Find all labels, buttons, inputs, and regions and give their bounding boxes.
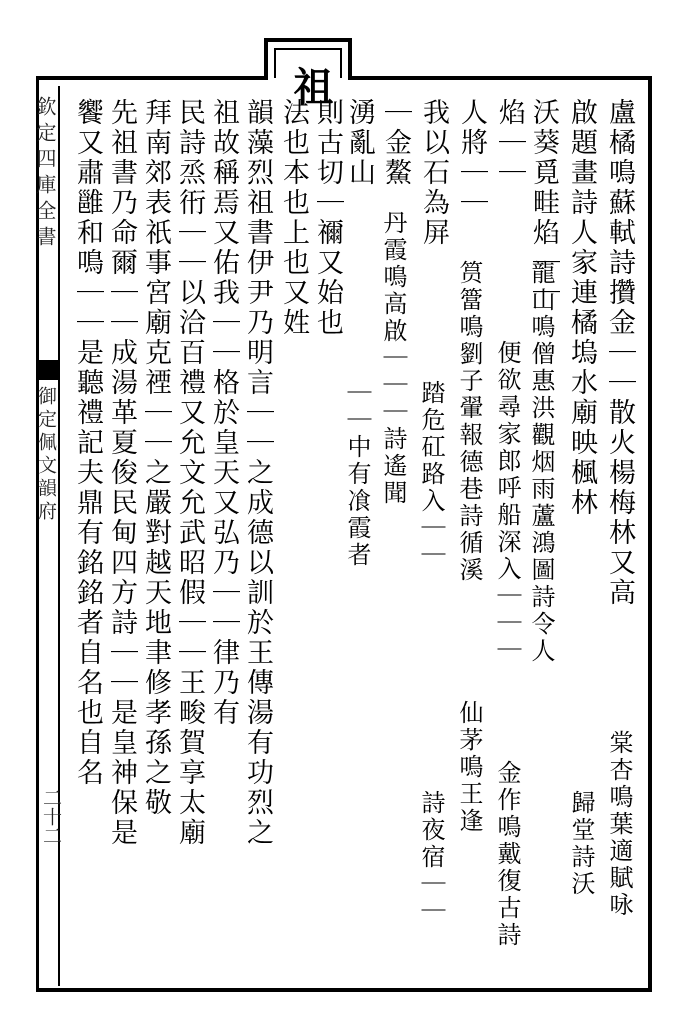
- margin-collection-title: 欽定四庫全書: [33, 96, 57, 252]
- text-column-7: ｜金鰲: [380, 98, 411, 188]
- entry-longshan: 龍山鳴僧惠洪觀烟雨蘆鴻圖詩令人: [527, 260, 555, 665]
- entry-yundang: 筼簹鳴劉子翬報德巷詩循溪: [455, 260, 483, 584]
- entry-xianmao-cont: 詩夜宿｜｜: [417, 790, 445, 925]
- entry-yundang-cont: 踏危矼路入｜｜: [417, 380, 445, 569]
- entry-tangxing: 棠杏鳴葉適賦咏: [605, 730, 633, 919]
- head-box-inner-top: [274, 48, 342, 50]
- text-column-6: 我以石為屏: [418, 98, 449, 248]
- frame-bottom-rule: [36, 988, 652, 992]
- text-column-4: 焰｜｜: [494, 98, 525, 188]
- text-column-13: 民詩烝衎｜｜以洽百禮又允文允武昭假｜｜王畯賀享太廟: [174, 98, 205, 848]
- fold-fishtail: [36, 360, 60, 380]
- text-column-9: 則古切｜禰又始也: [312, 98, 343, 338]
- text-column-3: 沃葵覓畦焰｜｜: [528, 98, 559, 308]
- text-column-14: 拜南郊表祇事宮廟克禋｜｜之嚴對越天地聿修孝孫之敬: [140, 98, 171, 818]
- margin-book-title: 御定佩文韻府: [35, 386, 57, 524]
- entry-danxia: 丹霞鳴高啟｜｜｜詩遙聞: [379, 210, 407, 507]
- text-column-5: 人將｜｜: [456, 98, 487, 218]
- text-column-16: 饗又肅雝和鳴｜｜是聽禮記夫鼎有銘銘者自名也自名: [72, 98, 103, 788]
- head-box-inner-left: [274, 48, 276, 78]
- entry-longshan-cont: 便欲尋家郎呼船深入｜｜｜: [493, 340, 521, 664]
- frame-right-rule: [648, 76, 652, 992]
- head-box-left-rule: [264, 40, 268, 80]
- text-column-15: 先祖書乃命爾｜｜成湯革夏俊民甸四方詩｜｜是皇神保是: [106, 98, 137, 848]
- text-column-12: 祖故稱焉又佑我｜｜格於皇天又弘乃｜｜律乃有: [208, 98, 239, 728]
- entry-xianmao: 仙茅鳴王逢: [455, 700, 483, 835]
- section-head-character: 祖: [287, 66, 334, 106]
- text-column-8: 湧亂山: [344, 98, 375, 188]
- text-column-10: 法也本也上也又姓: [278, 98, 309, 338]
- entry-jinzuo: 金作鳴戴復古詩: [493, 760, 521, 949]
- text-column-1: 盧橘鳴蘇軾詩攢金｜｜散火楊梅林又高: [604, 98, 635, 608]
- margin-folio-number: 二十二: [40, 788, 62, 845]
- text-column-11: 韻藻烈祖書伊尹乃明言｜｜之成德以訓於王傳湯有功烈之: [242, 98, 273, 848]
- head-box-inner-right: [340, 48, 342, 78]
- frame-top-right-rule: [350, 76, 650, 80]
- head-box-top-rule: [264, 38, 352, 42]
- text-column-2: 啟題畫詩人家連橘塢水廟映楓林: [566, 98, 597, 518]
- entry-danxia-cont: ｜｜中有飡霞者: [343, 380, 371, 569]
- entry-tangxing-note: 歸堂詩沃: [567, 790, 595, 898]
- frame-top-left-rule: [38, 76, 266, 80]
- head-box-right-rule: [348, 40, 352, 80]
